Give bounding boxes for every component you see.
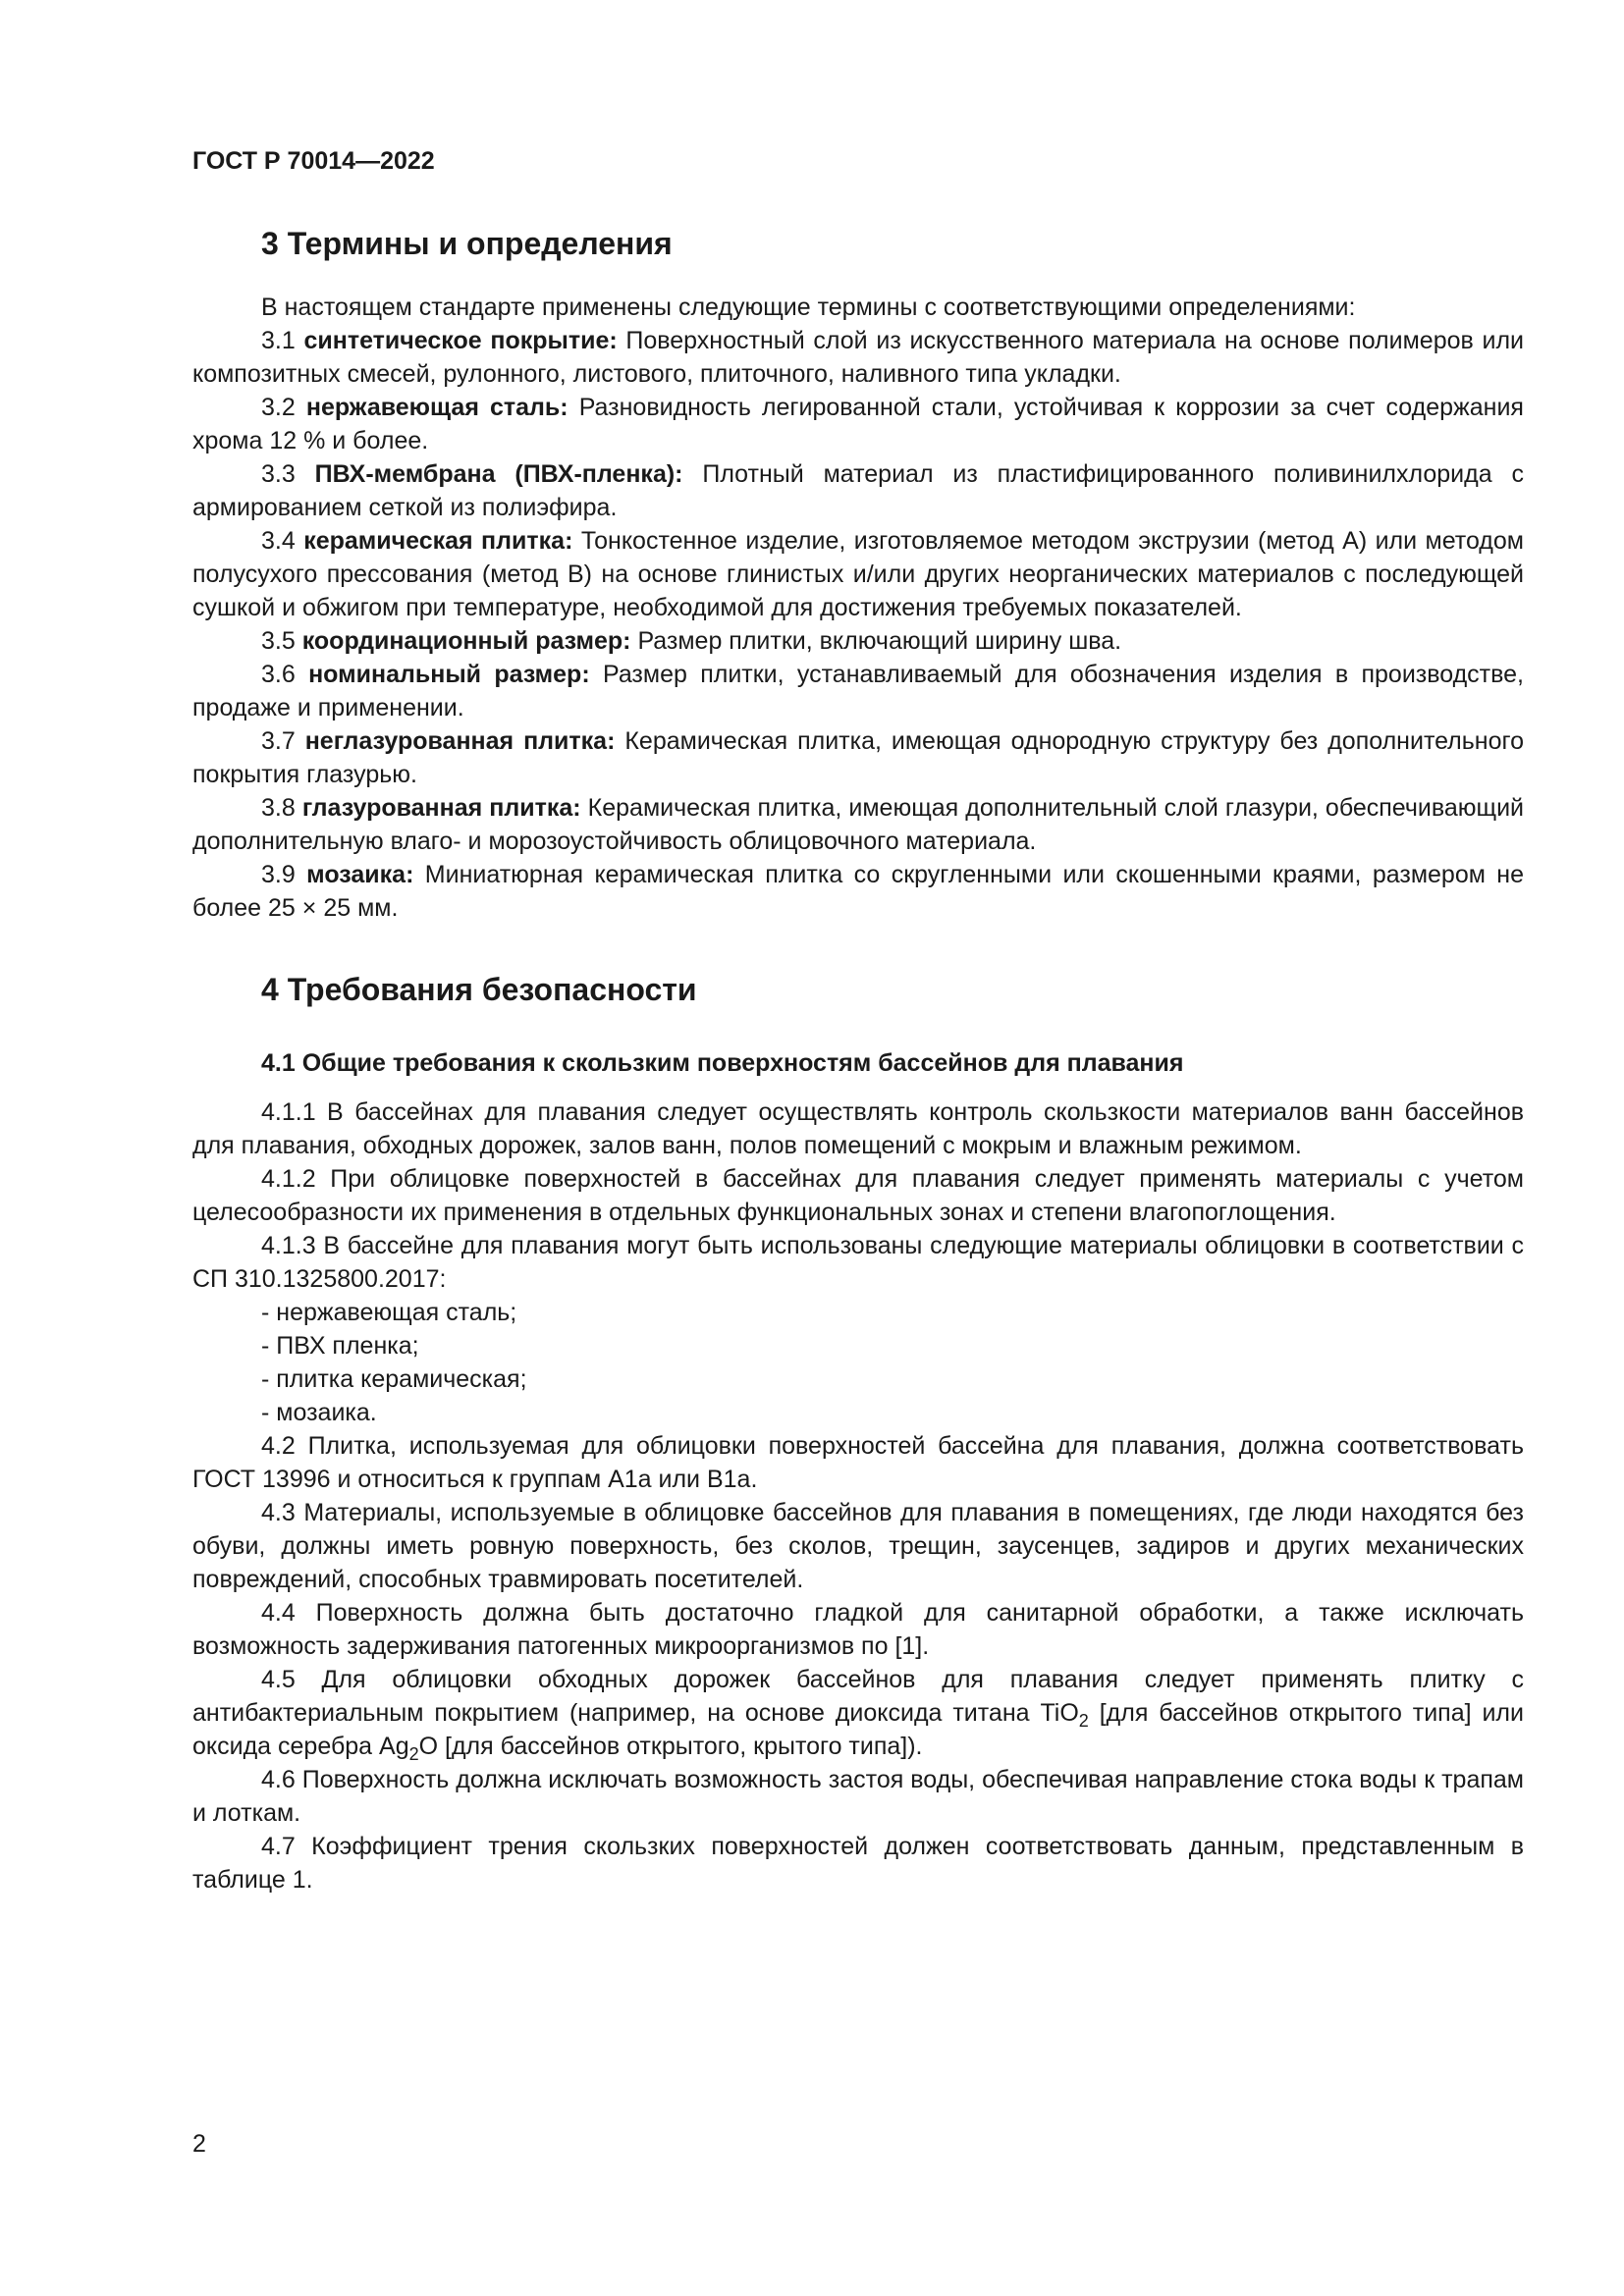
section-4-1-title: 4.1 Общие требования к скользким поверхностям бассейнов для плавания	[261, 1049, 1184, 1077]
section-3-title: 3 Термины и определения	[261, 226, 673, 261]
paragraph-4-1-3: 4.1.3 В бассейне для плавания могут быть использованы следующие материалы облицовки в соответствии с СП 310.1325800.2017:	[192, 1232, 1524, 1293]
paragraph-4-3: 4.3 Материалы, используемые в облицовке бассейнов для плавания в помещениях, где люди находятся без обуви, должны иметь ровную поверхность, без сколов, трещин, заусенцев, задиров и других механических повреждений, способных травмировать посетителей.	[192, 1499, 1524, 1593]
term-3-7: 3.7 неглазурованная плитка: Керамическая плитка, имеющая однородную структуру без дополнительного покрытия глазурью.	[192, 727, 1524, 788]
term-3-6: 3.6 номинальный размер: Размер плитки, устанавливаемый для обозначения изделия в производстве, продаже и применении.	[192, 661, 1524, 721]
paragraph-4-7: 4.7 Коэффициент трения скользких поверхностей должен соответствовать данным, представленным в таблице 1.	[192, 1833, 1524, 1894]
term-3-1: 3.1 синтетическое покрытие: Поверхностный слой из искусственного материала на основе полимеров или композитных смесей, рулонного, листового, плиточного, наливного типа укладки.	[192, 327, 1524, 388]
paragraph-4-6: 4.6 Поверхность должна исключать возможность застоя воды, обеспечивая направление стока воды к трапам и лоткам.	[192, 1766, 1524, 1827]
paragraph-4-2: 4.2 Плитка, используемая для облицовки поверхностей бассейна для плавания, должна соответствовать ГОСТ 13996 и относиться к группам A1a или B1a.	[192, 1432, 1524, 1493]
page-number: 2	[192, 2130, 206, 2158]
list-item: - плитка керамическая;	[261, 1365, 527, 1393]
list-item: - нержавеющая сталь;	[261, 1299, 517, 1326]
term-3-2: 3.2 нержавеющая сталь: Разновидность легированной стали, устойчивая к коррозии за счет содержания хрома 12 % и более.	[192, 394, 1524, 454]
paragraph-4-4: 4.4 Поверхность должна быть достаточно гладкой для санитарной обработки, а также исключать возможность задерживания патогенных микроорганизмов по [1].	[192, 1599, 1524, 1660]
section-3-intro: В настоящем стандарте применены следующие термины с соответствующими определениями:	[261, 294, 1356, 321]
list-item: - мозаика.	[261, 1399, 377, 1426]
term-3-5: 3.5 координационный размер: Размер плитки, включающий ширину шва.	[261, 627, 1122, 655]
term-3-9: 3.9 мозаика: Миниатюрная керамическая плитка со скругленными или скошенными краями, размером не более 25 × 25 мм.	[192, 861, 1525, 922]
term-3-8: 3.8 глазурованная плитка: Керамическая плитка, имеющая дополнительный слой глазури, обеспечивающий дополнительную влаго- и морозоустойчивость облицовочного материала.	[192, 794, 1525, 855]
paragraph-4-5: 4.5 Для облицовки обходных дорожек бассейнов для плавания следует применять плитку с антибактериальным покрытием (например, на основе диоксида титана TiO$_2$ [для бассейнов открытого типа] или оксида серебра $Ag_2O$ [для бассейнов открытого, крытого типа]).	[192, 1666, 1524, 1764]
paragraph-4-1-2: 4.1.2 При облицовке поверхностей в бассейнах для плавания следует применять материалы с учетом целесообразности их применения в отдельных функциональных зонах и степени влагопоглощения.	[192, 1165, 1524, 1226]
section-4-title: 4 Требования безопасности	[261, 972, 697, 1007]
term-3-3: 3.3 ПВХ-мембрана (ПВХ-пленка): Плотный материал из пластифицированного поливинилхлорида с армированием сеткой из полиэфира.	[192, 460, 1524, 521]
document-header: ГОСТ Р 70014—2022	[192, 147, 435, 175]
term-3-4: 3.4 керамическая плитка: Тонкостенное изделие, изготовляемое методом экструзии (метод A) или методом полусухого прессования (метод B) на основе глинистых и/или других неорганических материалов с последующей сушкой и обжигом при температуре, необходимой для достижения требуемых показателей.	[192, 527, 1524, 621]
paragraph-4-1-1: 4.1.1 В бассейнах для плавания следует осуществлять контроль скользкости материалов ванн бассейнов для плавания, обходных дорожек, залов ванн, полов помещений с мокрым и влажным режимом.	[192, 1098, 1524, 1159]
list-item: - ПВХ пленка;	[261, 1332, 419, 1360]
page-content	[192, 222, 1524, 1896]
